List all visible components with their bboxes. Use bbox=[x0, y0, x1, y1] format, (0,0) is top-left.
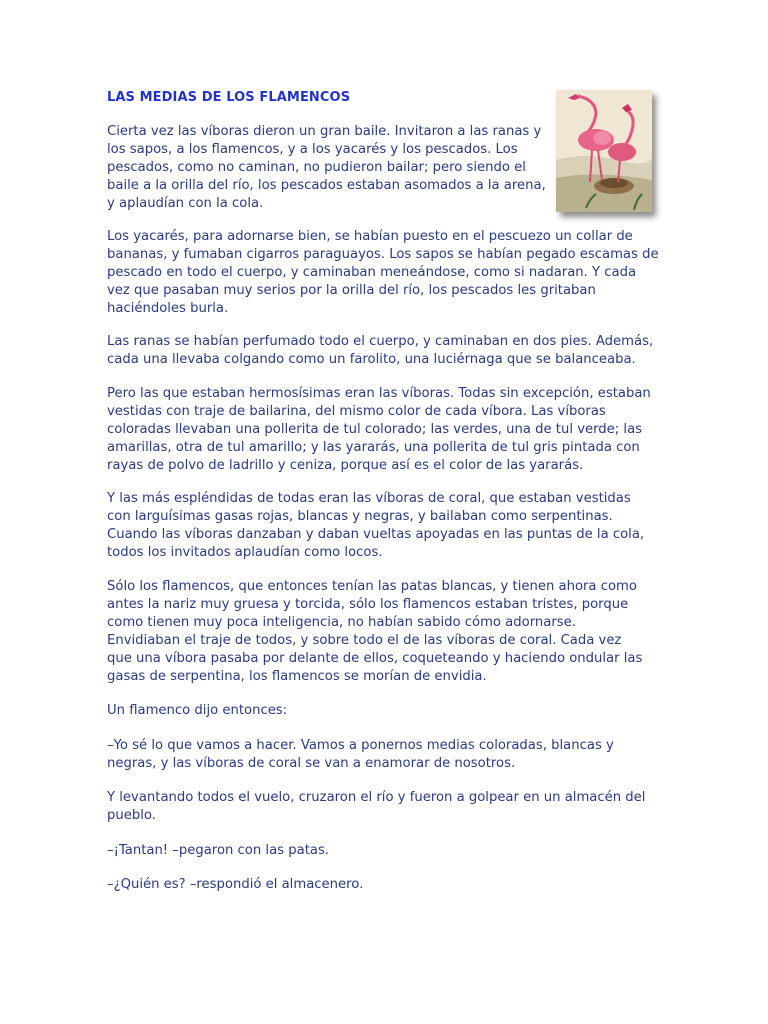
paragraph-6: Sólo los flamencos, que entonces tenían las patas blancas, y tienen ahora como antes la nariz muy gruesa y torcida, sólo los flamencos estaban tristes, porque como tienen muy poca inteligencia, no habían sabido cómo adornarse. Envidiaban el traje de todos, y sobre todo el de las víboras de coral. Cada vez que una víbora pasaba por delante de ellos, coqueteando y haciendo ondular las gasas de serpentina, los flamencos se morían de envidia. bbox=[107, 579, 643, 684]
paragraph-5: Y las más espléndidas de todas eran las víboras de coral, que estaban vestidas con larguísimas gasas rojas, blancas y negras, y bailaban como serpentinas. Cuando las víboras danzaban y daban vueltas apoyadas en las puntas de la cola, todos los invitados aplaudían como locos. bbox=[107, 491, 645, 560]
paragraph-2: Los yacarés, para adornarse bien, se habían puesto en el pescuezo un collar de bananas, y fumaban cigarros paraguayos. Los sapos se habían pegado escamas de pescado en todo el cuerpo, y caminaban meneándose, como si nadaran. Y cada vez que pasaban muy serios por la orilla del río, los pescados les gritaban haciéndoles burla. bbox=[107, 229, 659, 316]
paragraph-7: Un flamenco dijo entonces: bbox=[107, 703, 288, 718]
paragraph-8: –Yo sé lo que vamos a hacer. Vamos a ponernos medias coloradas, blancas y negras, y las víboras de coral se van a enamorar de nosotros. bbox=[107, 738, 614, 771]
paragraph-9: Y levantando todos el vuelo, cruzaron el río y fueron a golpear en un almacén del pueblo. bbox=[107, 790, 646, 823]
story-title: LAS MEDIAS DE LOS FLAMENCOS bbox=[107, 90, 351, 105]
paragraph-11: –¿Quién es? –respondió el almacenero. bbox=[107, 877, 364, 892]
flamingo-picture bbox=[556, 90, 652, 212]
paragraph-4: Pero las que estaban hermosísimas eran las víboras. Todas sin excepción, estaban vestidas con traje de bailarina, del mismo color de cada víbora. Las víboras coloradas llevaban una pollerita de tul colorado; las verdes, una de tul verde; las amarillas, otra de tul amarillo; y las yararás, una pollerita de tul gris pintada con rayas de polvo de ladrillo y ceniza, porque así es el color de las yararás. bbox=[107, 386, 651, 473]
paragraph-10: –¡Tantan! –pegaron con las patas. bbox=[107, 843, 330, 858]
paragraph-1: Cierta vez las víboras dieron un gran baile. Invitaron a las ranas y los sapos, a los flamencos, y a los yacarés y los pescados. Los pescados, como no caminan, no pudieron bailar; pero siendo el baile a la orilla del río, los pescados estaban asomados a la arena, y aplaudían con la cola. bbox=[107, 124, 546, 211]
flamingo-illustration bbox=[556, 90, 652, 212]
paragraph-3: Las ranas se habían perfumado todo el cuerpo, y caminaban en dos pies. Además, cada una llevaba colgando como un farolito, una luciérnaga que se balanceaba. bbox=[107, 334, 654, 367]
